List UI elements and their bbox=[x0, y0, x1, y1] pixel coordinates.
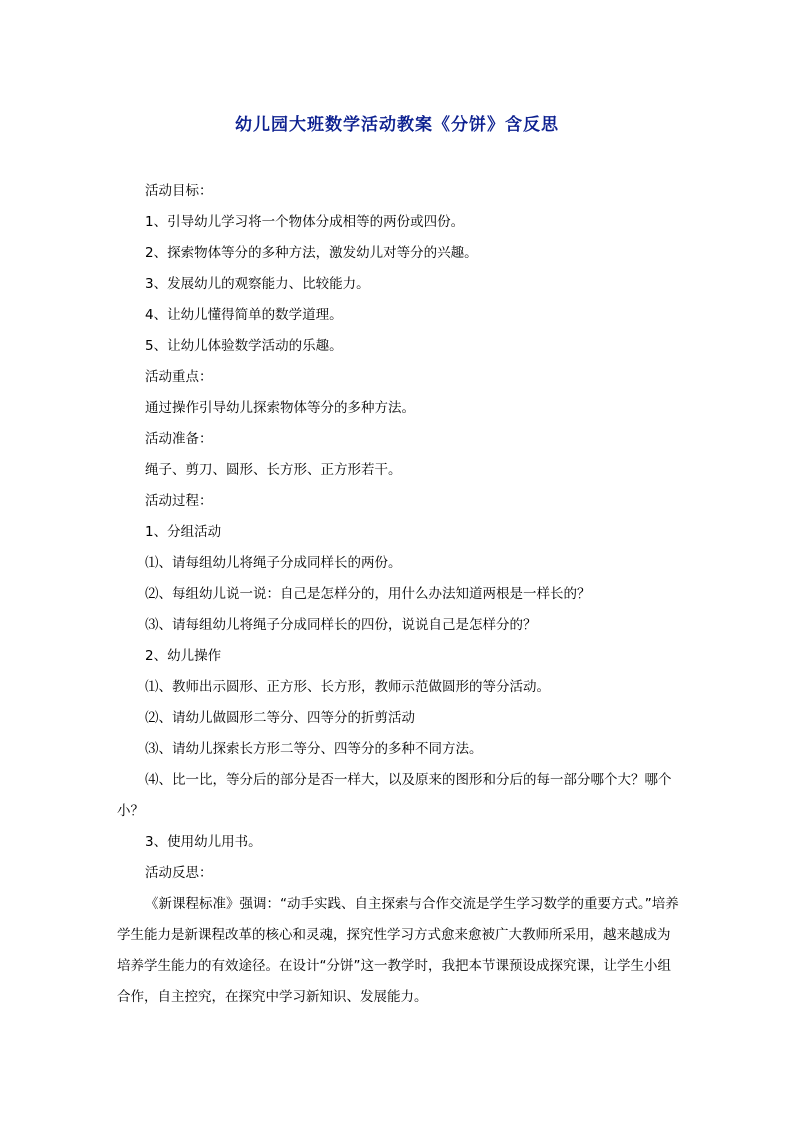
paragraph: 活动重点： bbox=[145, 369, 213, 385]
document-title: 幼儿园大班数学活动教案《分饼》含反思 bbox=[235, 115, 559, 135]
paragraph: 绳子、剪刀、圆形、长方形、正方形若干。 bbox=[145, 462, 402, 478]
paragraph: ⑵、请幼儿做圆形二等分、四等分的折剪活动 bbox=[145, 710, 415, 726]
paragraph: 1、分组活动 bbox=[145, 524, 222, 540]
paragraph: 活动准备： bbox=[145, 431, 213, 447]
paragraph: 《新课程标准》强调：“动手实践、自主探索与合作交流是学生学习数学的重要方式。”培养学生能力是新课程改革的核心和灵魂，探究性学习方式愈来愈被广大教师所采用，越来越成为培养学生能力的有效途径。在设计“分饼”这一教学时，我把本节课预设成探究课，让学生小组合作，自主控究，在探究中学习新知识、发展能力。 bbox=[117, 896, 679, 1005]
paragraph: ⑶、请幼儿探索长方形二等分、四等分的多种不同方法。 bbox=[145, 741, 483, 757]
paragraph: 4、让幼儿懂得简单的数学道理。 bbox=[145, 307, 343, 323]
paragraph: ⑷、比一比，等分后的部分是否一样大，以及原来的图形和分后的每一部分哪个大？哪个小？ bbox=[117, 772, 672, 819]
paragraph: ⑴、请每组幼儿将绳子分成同样长的两份。 bbox=[145, 555, 402, 571]
paragraph: 通过操作引导幼儿探索物体等分的多种方法。 bbox=[145, 400, 415, 416]
paragraph: 3、使用幼儿用书。 bbox=[145, 834, 262, 850]
paragraph: ⑶、请每组幼儿将绳子分成同样长的四份，说说自己是怎样分的？ bbox=[145, 617, 537, 633]
paragraph: 活动过程： bbox=[145, 493, 213, 509]
paragraph: 活动目标： bbox=[145, 183, 213, 199]
paragraph: 5、让幼儿体验数学活动的乐趣。 bbox=[145, 338, 343, 354]
paragraph: 2、幼儿操作 bbox=[145, 648, 222, 664]
paragraph: ⑴、教师出示圆形、正方形、长方形，教师示范做圆形的等分活动。 bbox=[145, 679, 550, 695]
paragraph: ⑵、每组幼儿说一说：自己是怎样分的，用什么办法知道两根是一样长的？ bbox=[145, 586, 591, 602]
paragraph: 1、引导幼儿学习将一个物体分成相等的两份或四份。 bbox=[145, 214, 465, 230]
paragraph: 活动反思： bbox=[145, 865, 213, 881]
document-body bbox=[117, 176, 679, 1013]
paragraph: 2、探索物体等分的多种方法，激发幼儿对等分的兴趣。 bbox=[145, 245, 478, 261]
paragraph: 3、发展幼儿的观察能力、比较能力。 bbox=[145, 276, 370, 292]
